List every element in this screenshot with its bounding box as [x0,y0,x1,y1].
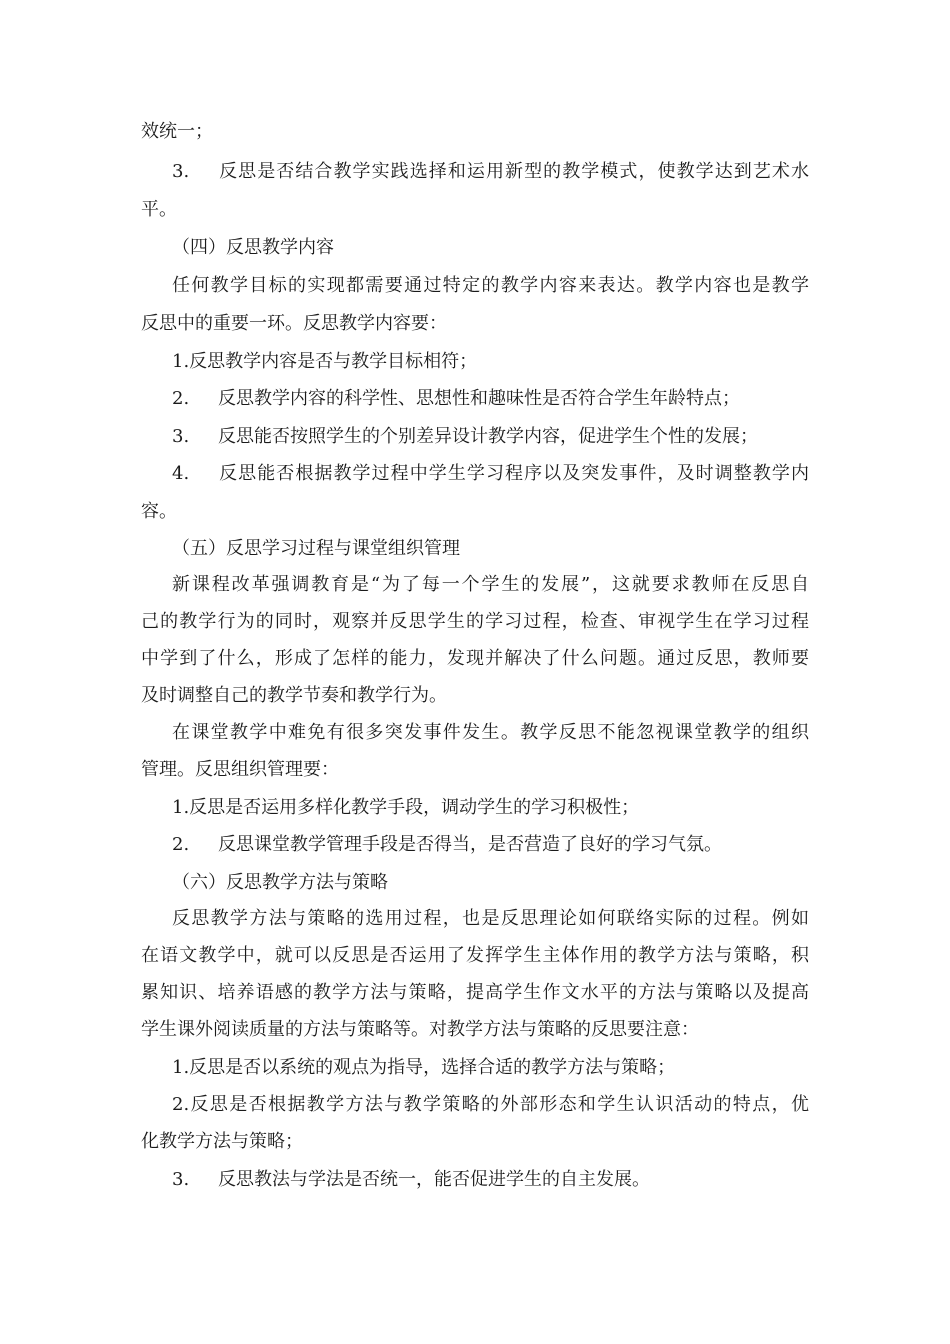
list-item: 2. 反思课堂教学管理手段是否得当，是否营造了良好的学习气氛。 [172,834,722,855]
list-number: 2. [172,834,190,855]
list-item: 2. 反思教学内容的科学性、思想性和趣味性是否符合学生年龄特点； [172,388,740,409]
paragraph-line: 管理。反思组织管理要： [141,759,339,780]
paragraph-line: 反思教学方法与策略的选用过程，也是反思理论如何联络实际的过程。例如 [172,908,809,929]
list-number: 3. [172,1169,190,1190]
list-item: 3. 反思能否按照学生的个别差异设计教学内容，促进学生个性的发展； [172,426,758,447]
text-line: 效统一； [141,121,213,142]
paragraph-line: 任何教学目标的实现都需要通过特定的教学内容来表达。教学内容也是教学 [172,275,809,296]
text-line: 平。 [141,199,177,220]
paragraph-line: 中学到了什么，形成了怎样的能力，发现并解决了什么问题。通过反思，教师要 [141,648,809,669]
section-heading: （五）反思学习过程与课堂组织管理 [172,538,460,559]
text-line: 容。 [141,501,177,522]
paragraph-line: 新课程改革强调教育是“为了每一个学生的发展”，这就要求教师在反思自 [172,574,809,595]
list-item: 3. 反思教法与学法是否统一，能否促进学生的自主发展。 [172,1169,650,1190]
paragraph-line: 及时调整自己的教学节奏和教学行为。 [141,685,447,706]
list-number: 2. [172,388,190,409]
paragraph-line: 己的教学行为的同时，观察并反思学生的学习过程，检查、审视学生在学习过程 [141,611,809,632]
paragraph-line: 在课堂教学中难免有很多突发事件发生。教学反思不能忽视课堂教学的组织 [172,722,809,743]
list-number: 3. [172,161,190,182]
paragraph-line: 学生课外阅读质量的方法与策略等。对教学方法与策略的反思要注意： [141,1019,699,1040]
paragraph-line: 在语文教学中，就可以反思是否运用了发挥学生主体作用的教学方法与策略，积 [141,945,809,966]
list-item: 1.反思教学内容是否与教学目标相符； [172,351,478,372]
list-item: 2.反思是否根据教学方法与教学策略的外部形态和学生认识活动的特点，优 [172,1094,809,1115]
paragraph-line: 累知识、培养语感的教学方法与策略，提高学生作文水平的方法与策略以及提高 [141,982,809,1003]
text-line: 化教学方法与策略； [141,1131,303,1152]
list-item: 4. 反思能否根据教学过程中学生学习程序以及突发事件，及时调整教学内 [172,463,809,484]
list-item: 3. 反思是否结合教学实践选择和运用新型的教学模式，使教学达到艺术水 [172,161,809,182]
section-heading: （四）反思教学内容 [172,237,334,258]
list-item: 1.反思是否以系统的观点为指导，选择合适的教学方法与策略； [172,1057,676,1078]
list-item: 1.反思是否运用多样化教学手段，调动学生的学习积极性； [172,797,640,818]
list-number: 3. [172,426,190,447]
section-heading: （六）反思教学方法与策略 [172,872,388,893]
list-number: 4. [172,463,190,484]
paragraph-line: 反思中的重要一环。反思教学内容要： [141,313,447,334]
